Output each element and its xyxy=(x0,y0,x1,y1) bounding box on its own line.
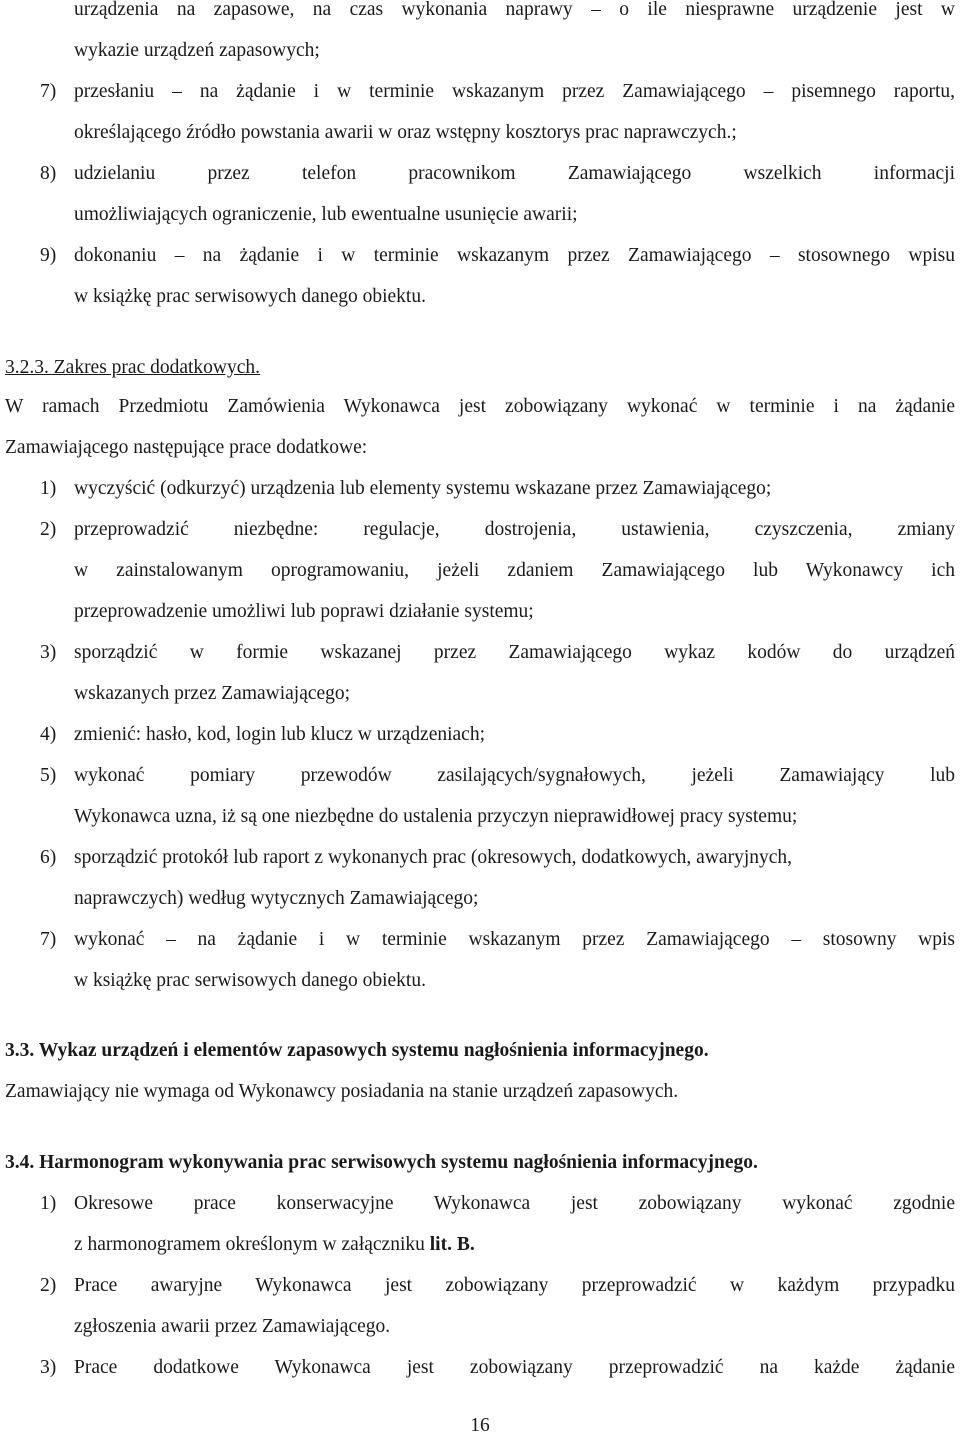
text-line: zgłoszenia awarii przez Zamawiającego. xyxy=(74,1316,391,1337)
text-line: przeprowadzenie umożliwi lub poprawi działanie systemu; xyxy=(74,601,534,622)
section-heading: 3.3. Wykaz urządzeń i elementów zapasowych systemu nagłośnienia informacyjnego. xyxy=(5,1040,709,1061)
list-number: 4) xyxy=(40,724,57,745)
list-number: 6) xyxy=(40,847,57,868)
text-line: zmienić: hasło, kod, login lub klucz w urządzeniach; xyxy=(74,724,485,745)
text-line: dokonaniu – na żądanie i w terminie wskazanym przez Zamawiającego – stosownego wpisu xyxy=(74,245,955,266)
list-number: 2) xyxy=(40,519,57,540)
text-line: przeprowadzić niezbędne: regulacje, dostrojenia, ustawienia, czyszczenia, zmiany xyxy=(74,519,955,540)
text-line: naprawczych) według wytycznych Zamawiającego; xyxy=(74,888,479,909)
page-number: 16 xyxy=(470,1415,490,1436)
text-line: określającego źródło powstania awarii w oraz wstępny kosztorys prac naprawczych.; xyxy=(74,122,737,143)
text-line: wykonać pomiary przewodów zasilających/sygnałowych, jeżeli Zamawiający lub xyxy=(74,765,955,786)
list-number: 7) xyxy=(40,81,57,102)
text-line: wskazanych przez Zamawiającego; xyxy=(74,683,351,704)
section-heading: 3.4. Harmonogram wykonywania prac serwisowych systemu nagłośnienia informacyjnego. xyxy=(5,1152,758,1173)
text-line: w książkę prac serwisowych danego obiektu. xyxy=(74,286,426,307)
list-number: 9) xyxy=(40,245,57,266)
text-line: sporządzić w formie wskazanej przez Zamawiającego wykaz kodów do urządzeń xyxy=(74,642,955,663)
text-line: umożliwiających ograniczenie, lub ewentualne usunięcie awarii; xyxy=(74,204,578,225)
list-number: 7) xyxy=(40,929,57,950)
attachment-reference: lit. B. xyxy=(429,1234,475,1255)
paragraph-line: W ramach Przedmiotu Zamówienia Wykonawca jest zobowiązany wykonać w terminie i na żądanie xyxy=(5,396,955,417)
text-line: Okresowe prace konserwacyjne Wykonawca jest zobowiązany wykonać zgodnie xyxy=(74,1193,955,1214)
list-number: 3) xyxy=(40,642,57,663)
text-line: przesłaniu – na żądanie i w terminie wskazanym przez Zamawiającego – pisemnego raportu, xyxy=(74,81,955,102)
list-number: 3) xyxy=(40,1357,57,1378)
text-line: w zainstalowanym oprogramowaniu, jeżeli zdaniem Zamawiającego lub Wykonawcy ich xyxy=(74,560,955,581)
list-number: 1) xyxy=(40,478,57,499)
list-number: 8) xyxy=(40,163,57,184)
text-line: w książkę prac serwisowych danego obiektu. xyxy=(74,970,426,991)
text-line xyxy=(74,1233,475,1257)
text-line: Wykonawca uzna, iż są one niezbędne do ustalenia przyczyn nieprawidłowej pracy systemu; xyxy=(74,806,798,827)
text-line: Prace awaryjne Wykonawca jest zobowiązany przeprowadzić w każdym przypadku xyxy=(74,1275,955,1296)
text-segment: z harmonogramem określonym w załączniku xyxy=(74,1234,430,1255)
text-line: wykazie urządzeń zapasowych; xyxy=(74,40,320,61)
text-line: udzielaniu przez telefon pracownikom Zamawiającego wszelkich informacji xyxy=(74,163,955,184)
list-number: 2) xyxy=(40,1275,57,1296)
paragraph-line: Zamawiający nie wymaga od Wykonawcy posiadania na stanie urządzeń zapasowych. xyxy=(5,1081,679,1102)
section-heading: 3.2.3. Zakres prac dodatkowych. xyxy=(5,357,261,378)
paragraph-line: Zamawiającego następujące prace dodatkowe: xyxy=(5,437,368,458)
text-line: wyczyścić (odkurzyć) urządzenia lub elementy systemu wskazane przez Zamawiającego; xyxy=(74,478,772,499)
text-line: urządzenia na zapasowe, na czas wykonania naprawy – o ile niesprawne urządzenie jest w xyxy=(74,0,955,20)
list-number: 1) xyxy=(40,1193,57,1214)
text-line: Prace dodatkowe Wykonawca jest zobowiązany przeprowadzić na każde żądanie xyxy=(74,1357,955,1378)
text-line: wykonać – na żądanie i w terminie wskazanym przez Zamawiającego – stosowny wpis xyxy=(74,929,955,950)
list-number: 5) xyxy=(40,765,57,786)
text-line: sporządzić protokół lub raport z wykonanych prac (okresowych, dodatkowych, awaryjnych, xyxy=(74,847,793,868)
